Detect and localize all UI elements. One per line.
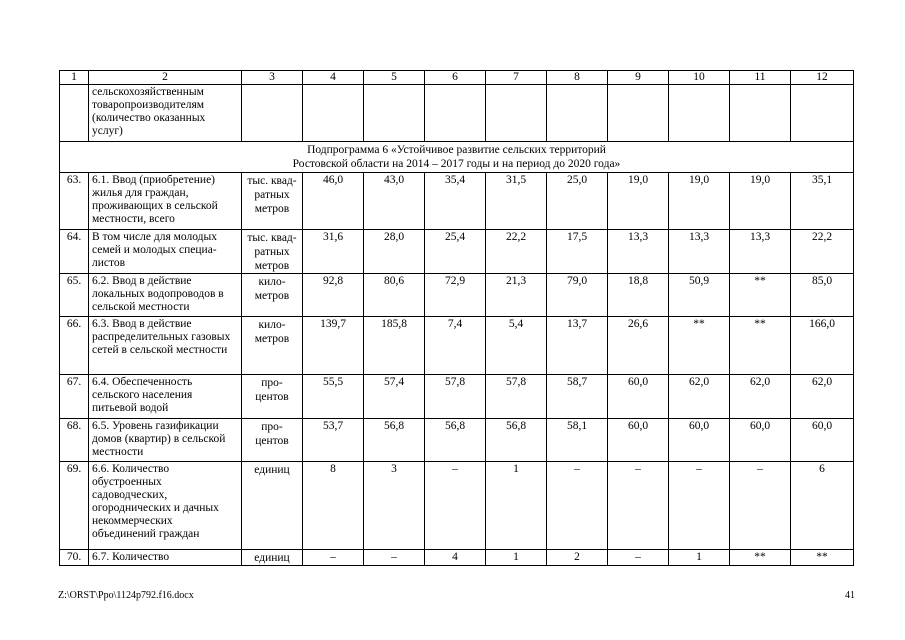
- value-cell: 21,3: [486, 274, 547, 317]
- unit-cell: про-центов: [242, 419, 303, 462]
- value-cell: 60,0: [608, 419, 669, 462]
- value-cell: 13,3: [608, 230, 669, 274]
- value-cell: 7,4: [425, 317, 486, 375]
- row-number-cell: 70.: [60, 550, 89, 566]
- column-header: 3: [242, 71, 303, 85]
- row-number-cell: 63.: [60, 173, 89, 230]
- row-number-cell: 66.: [60, 317, 89, 375]
- value-cell: 62,0: [730, 375, 791, 419]
- value-cell: 62,0: [791, 375, 854, 419]
- row-number-cell: 65.: [60, 274, 89, 317]
- column-header: 8: [547, 71, 608, 85]
- value-cell: 50,9: [669, 274, 730, 317]
- value-cell: [303, 85, 364, 142]
- table-row-continued: [60, 85, 854, 142]
- value-cell: 8: [303, 462, 364, 550]
- value-cell: 19,0: [669, 173, 730, 230]
- value-cell: 31,5: [486, 173, 547, 230]
- value-cell: **: [791, 550, 854, 566]
- value-cell: [547, 85, 608, 142]
- column-header: 12: [791, 71, 854, 85]
- value-cell: 5,4: [486, 317, 547, 375]
- value-cell: 60,0: [791, 419, 854, 462]
- indicator-name-cell: 6.4. Обеспеченность сельского населения питьевой водой: [89, 375, 242, 419]
- row-number-cell: 68.: [60, 419, 89, 462]
- value-cell: 17,5: [547, 230, 608, 274]
- indicator-name-cell: 6.3. Ввод в действие распределительных газовых сетей в сельской местности: [89, 317, 242, 375]
- unit-cell: тыс. квад-ратных метров: [242, 173, 303, 230]
- unit-cell: единиц: [242, 550, 303, 566]
- indicator-name-cell: 6.7. Количество: [89, 550, 242, 566]
- value-cell: **: [669, 317, 730, 375]
- value-cell: [730, 85, 791, 142]
- value-cell: 35,1: [791, 173, 854, 230]
- unit-cell: про-центов: [242, 375, 303, 419]
- value-cell: 13,3: [730, 230, 791, 274]
- value-cell: 43,0: [364, 173, 425, 230]
- indicator-name-cell: 6.6. Количество обустроенных садоводческих, огороднических и дачных некоммерческих объединений граждан: [89, 462, 242, 550]
- column-header: 1: [60, 71, 89, 85]
- value-cell: 18,8: [608, 274, 669, 317]
- value-cell: 22,2: [791, 230, 854, 274]
- table-row: [60, 419, 854, 462]
- table-row: [60, 317, 854, 375]
- indicator-name-cell: сельскохозяйственным товаропроизводителям (количество оказанных услуг): [89, 85, 242, 142]
- value-cell: 25,0: [547, 173, 608, 230]
- value-cell: 28,0: [364, 230, 425, 274]
- column-header: 2: [89, 71, 242, 85]
- subprogram-title-line-1: Подпрограмма 6 «Устойчивое развитие сельских территорий: [307, 144, 606, 156]
- value-cell: 53,7: [303, 419, 364, 462]
- value-cell: –: [669, 462, 730, 550]
- value-cell: [425, 85, 486, 142]
- column-header: 6: [425, 71, 486, 85]
- value-cell: 79,0: [547, 274, 608, 317]
- indicator-name-cell: 6.5. Уровень газификации домов (квартир) в сельской местности: [89, 419, 242, 462]
- value-cell: 22,2: [486, 230, 547, 274]
- subprogram-heading-row: [60, 142, 854, 173]
- value-cell: [486, 85, 547, 142]
- table-row: [60, 550, 854, 566]
- subprogram-title-line-2: Ростовской области на 2014 – 2017 годы и на период до 2020 года»: [292, 158, 621, 170]
- value-cell: –: [608, 550, 669, 566]
- subprogram-heading: [60, 142, 854, 173]
- value-cell: **: [730, 550, 791, 566]
- value-cell: 1: [669, 550, 730, 566]
- indicator-name-cell: В том числе для молодых семей и молодых специа-листов: [89, 230, 242, 274]
- value-cell: –: [425, 462, 486, 550]
- value-cell: [669, 85, 730, 142]
- value-cell: 166,0: [791, 317, 854, 375]
- value-cell: 4: [425, 550, 486, 566]
- column-header: 4: [303, 71, 364, 85]
- value-cell: 35,4: [425, 173, 486, 230]
- value-cell: –: [364, 550, 425, 566]
- value-cell: 92,8: [303, 274, 364, 317]
- row-number-cell: 69.: [60, 462, 89, 550]
- value-cell: 1: [486, 550, 547, 566]
- value-cell: 57,8: [425, 375, 486, 419]
- row-number-cell: 67.: [60, 375, 89, 419]
- value-cell: 60,0: [669, 419, 730, 462]
- table-row: [60, 375, 854, 419]
- unit-cell: тыс. квад-ратных метров: [242, 230, 303, 274]
- value-cell: [608, 85, 669, 142]
- unit-cell: [242, 85, 303, 142]
- table-row: [60, 274, 854, 317]
- value-cell: 60,0: [730, 419, 791, 462]
- value-cell: 3: [364, 462, 425, 550]
- value-cell: 85,0: [791, 274, 854, 317]
- table-row: [60, 173, 854, 230]
- unit-cell: кило-метров: [242, 317, 303, 375]
- value-cell: 58,1: [547, 419, 608, 462]
- row-number-cell: [60, 85, 89, 142]
- value-cell: –: [730, 462, 791, 550]
- value-cell: 2: [547, 550, 608, 566]
- value-cell: 31,6: [303, 230, 364, 274]
- value-cell: 56,8: [425, 419, 486, 462]
- unit-cell: кило-метров: [242, 274, 303, 317]
- value-cell: –: [303, 550, 364, 566]
- column-header: 10: [669, 71, 730, 85]
- value-cell: 62,0: [669, 375, 730, 419]
- indicator-name-cell: 6.1. Ввод (приобретение) жилья для граждан, проживающих в сельской местности, всего: [89, 173, 242, 230]
- value-cell: 60,0: [608, 375, 669, 419]
- column-header: 9: [608, 71, 669, 85]
- document-file-path: Z:\ORST\Ppo\1124p792.f16.docx: [58, 590, 194, 601]
- value-cell: 26,6: [608, 317, 669, 375]
- indicator-name-cell: 6.2. Ввод в действие локальных водопроводов в сельской местности: [89, 274, 242, 317]
- value-cell: 25,4: [425, 230, 486, 274]
- row-number-cell: 64.: [60, 230, 89, 274]
- value-cell: 46,0: [303, 173, 364, 230]
- page-number: 41: [845, 590, 855, 601]
- column-header: 7: [486, 71, 547, 85]
- value-cell: 6: [791, 462, 854, 550]
- column-header: 11: [730, 71, 791, 85]
- value-cell: 56,8: [364, 419, 425, 462]
- value-cell: [364, 85, 425, 142]
- value-cell: –: [608, 462, 669, 550]
- value-cell: 58,7: [547, 375, 608, 419]
- value-cell: 185,8: [364, 317, 425, 375]
- value-cell: [791, 85, 854, 142]
- table-row: [60, 230, 854, 274]
- value-cell: 139,7: [303, 317, 364, 375]
- unit-cell: единиц: [242, 462, 303, 550]
- value-cell: –: [547, 462, 608, 550]
- value-cell: 57,4: [364, 375, 425, 419]
- value-cell: 72,9: [425, 274, 486, 317]
- indicators-table: [59, 70, 854, 566]
- value-cell: 19,0: [608, 173, 669, 230]
- value-cell: 13,7: [547, 317, 608, 375]
- value-cell: 57,8: [486, 375, 547, 419]
- column-number-row: [60, 71, 854, 85]
- value-cell: **: [730, 317, 791, 375]
- value-cell: 80,6: [364, 274, 425, 317]
- value-cell: 56,8: [486, 419, 547, 462]
- value-cell: 13,3: [669, 230, 730, 274]
- value-cell: 55,5: [303, 375, 364, 419]
- value-cell: 19,0: [730, 173, 791, 230]
- column-header: 5: [364, 71, 425, 85]
- value-cell: **: [730, 274, 791, 317]
- table-row: [60, 462, 854, 550]
- value-cell: 1: [486, 462, 547, 550]
